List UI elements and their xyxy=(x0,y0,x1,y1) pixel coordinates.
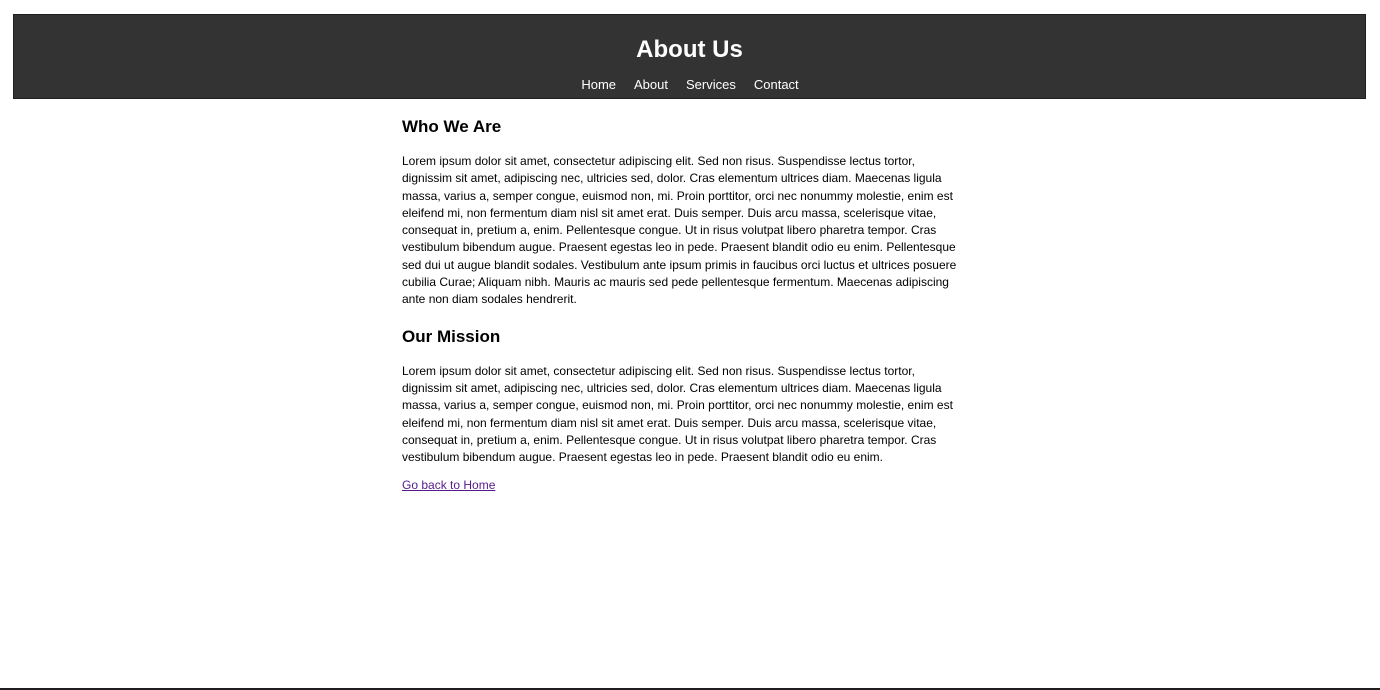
who-we-are-heading: Who We Are xyxy=(402,117,502,136)
our-mission-text: Lorem ipsum dolor sit amet, consectetur adipiscing elit. Sed non risus. Suspendisse lectus tortor, dignissim sit amet, adipiscing nec, ultricies sed, dolor. Cras elementum ultrices diam. Maecenas ligula massa, varius a, semper congue, euismod non, mi. Proin porttitor, orci nec nonummy molestie, enim est eleifend mi, non fermentum diam nisl sit amet erat. Duis semper. Duis arcu massa, scelerisque vitae, consequat in, pretium a, enim. Pellentesque congue. Ut in risus volutpat libero pharetra tempor. Cras vestibulum bibendum augue. Praesent egestas leo in pede. Praesent blandit odio eu enim. xyxy=(402,363,953,465)
who-we-are-text: Lorem ipsum dolor sit amet, consectetur adipiscing elit. Sed non risus. Suspendisse lectus tortor, dignissim sit amet, adipiscing nec, ultricies sed, dolor. Cras elementum ultrices diam. Maecenas ligula massa, varius a, semper congue, euismod non, mi. Proin porttitor, orci nec nonummy molestie, enim est eleifend mi, non fermentum diam nisl sit amet erat. Duis semper. Duis arcu massa, scelerisque vitae, consequat in, pretium a, enim. Pellentesque congue. Ut in risus volutpat libero pharetra tempor. Cras vestibulum bibendum augue. Praesent egestas leo in pede. Praesent blandit odio eu enim. Pellentesque sed dui ut augue blandit sodales. Vestibulum ante ipsum primis in faucibus orci luctus et ultrices posuere cubilia Curae; Aliquam nibh. Mauris ac mauris sed pede pellentesque fermentum. Maecenas adipiscing ante non diam sodales hendrerit. xyxy=(402,154,957,307)
our-mission-section xyxy=(402,327,964,467)
nav-services-link[interactable]: Services xyxy=(686,77,736,92)
our-mission-heading: Our Mission xyxy=(402,326,501,346)
nav-contact-link[interactable]: Contact xyxy=(753,77,799,92)
nav-about-link[interactable]: About xyxy=(634,77,668,92)
page-title: About Us xyxy=(636,36,743,63)
who-we-are-section xyxy=(402,117,964,309)
site-header xyxy=(13,14,1366,99)
back-to-home-link[interactable]: Go back to Home xyxy=(402,478,496,493)
main-content xyxy=(402,100,964,494)
nav-home-link[interactable]: Home xyxy=(581,77,617,92)
main-navigation xyxy=(14,77,1365,93)
